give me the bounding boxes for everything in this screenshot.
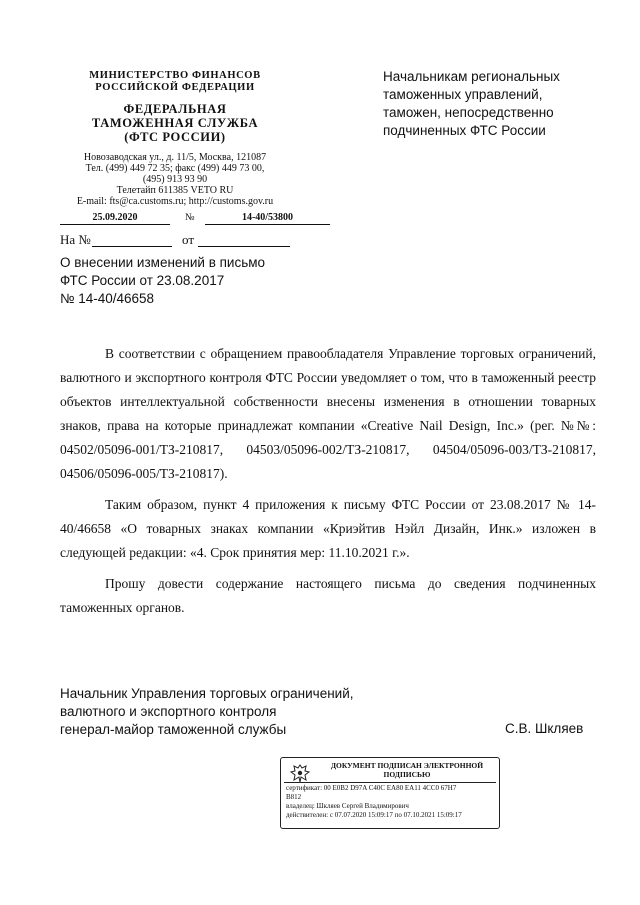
reference-number-label: На №: [60, 232, 91, 247]
body-paragraph: В соответствии с обращением правообладателя Управление торговых ограничений, валютного и экспортного контроля ФТС России уведомляет о том, что в таможенный реестр объектов интеллектуальной собственности внесены изменения в отношении товарных знаков, права на которые принадлежат компании «Creative Nail Design, Inc.» (рег. №№: 04502/05096-001/ТЗ-210817, 04503/05096-002/ТЗ-210817, 04504/05096-003/ТЗ-210817, 04506/05096-005/ТЗ-210817).: [60, 346, 596, 481]
letterhead: [60, 70, 290, 208]
eagle-emblem-icon: [289, 762, 311, 784]
stamp-details: сертификат: 00 E0B2 D97A C40C EA80 EA11 4CC0 67H7 B812 владелец: Шкляев Сергей Владимирович действителен: с 07.07.2020 15:09:17 по 07.10.2021 15:09:17: [286, 784, 462, 819]
body-paragraph: Таким образом, пункт 4 приложения к письму ФТС России от 23.08.2017 № 14-40/46658 «О товарных знаках компании «Криэйтив Нэйл Дизайн, Инк.» изложен в следующей редакции: «4. Срок принятия мер: 11.10.2021 г.».: [60, 497, 596, 560]
registration-number: 14-40/53800: [205, 212, 330, 225]
stamp-title: ДОКУМЕНТ ПОДПИСАН ЭЛЕКТРОННОЙ ПОДПИСЬЮ: [330, 761, 484, 779]
signatory-name: С.В. Шкляев: [505, 721, 584, 736]
reference-date-blank: [198, 246, 290, 247]
ministry-name: МИНИСТЕРСТВО ФИНАНСОВ РОССИЙСКОЙ ФЕДЕРАЦИИ: [89, 70, 261, 93]
agency-name: ФЕДЕРАЛЬНАЯ ТАМОЖЕННАЯ СЛУЖБА (ФТС РОССИИ): [91, 102, 259, 144]
reference-date-label: от: [182, 232, 195, 247]
letter-body: [60, 342, 596, 627]
body-paragraph: Прошу довести содержание настоящего письма до сведения подчиненных таможенных органов.: [60, 576, 596, 615]
registration-date: 25.09.2020: [60, 212, 170, 225]
agency-email: E-mail: fts@ca.customs.ru; http://customs.gov.ru: [76, 196, 274, 207]
number-sign: №: [185, 212, 195, 223]
electronic-signature-stamp: [280, 757, 500, 829]
reference-number-blank: [92, 246, 172, 247]
signatory-title: Начальник Управления торговых ограничений, валютного и экспортного контроля генерал-майор таможенной службы: [60, 686, 354, 737]
stamp-divider: [284, 782, 496, 783]
letter-subject: О внесении изменений в письмо ФТС России от 23.08.2017 № 14-40/46658: [60, 255, 266, 306]
recipient-block: Начальникам региональных таможенных управлений, таможен, непосредственно подчиненных ФТС России: [383, 69, 560, 138]
agency-address: Новозаводская ул., д. 11/5, Москва, 121087 Тел. (499) 449 72 35; факс (499) 449 73 00, (495) 913 93 90 Телетайп 611385 VETO RU: [83, 152, 267, 196]
